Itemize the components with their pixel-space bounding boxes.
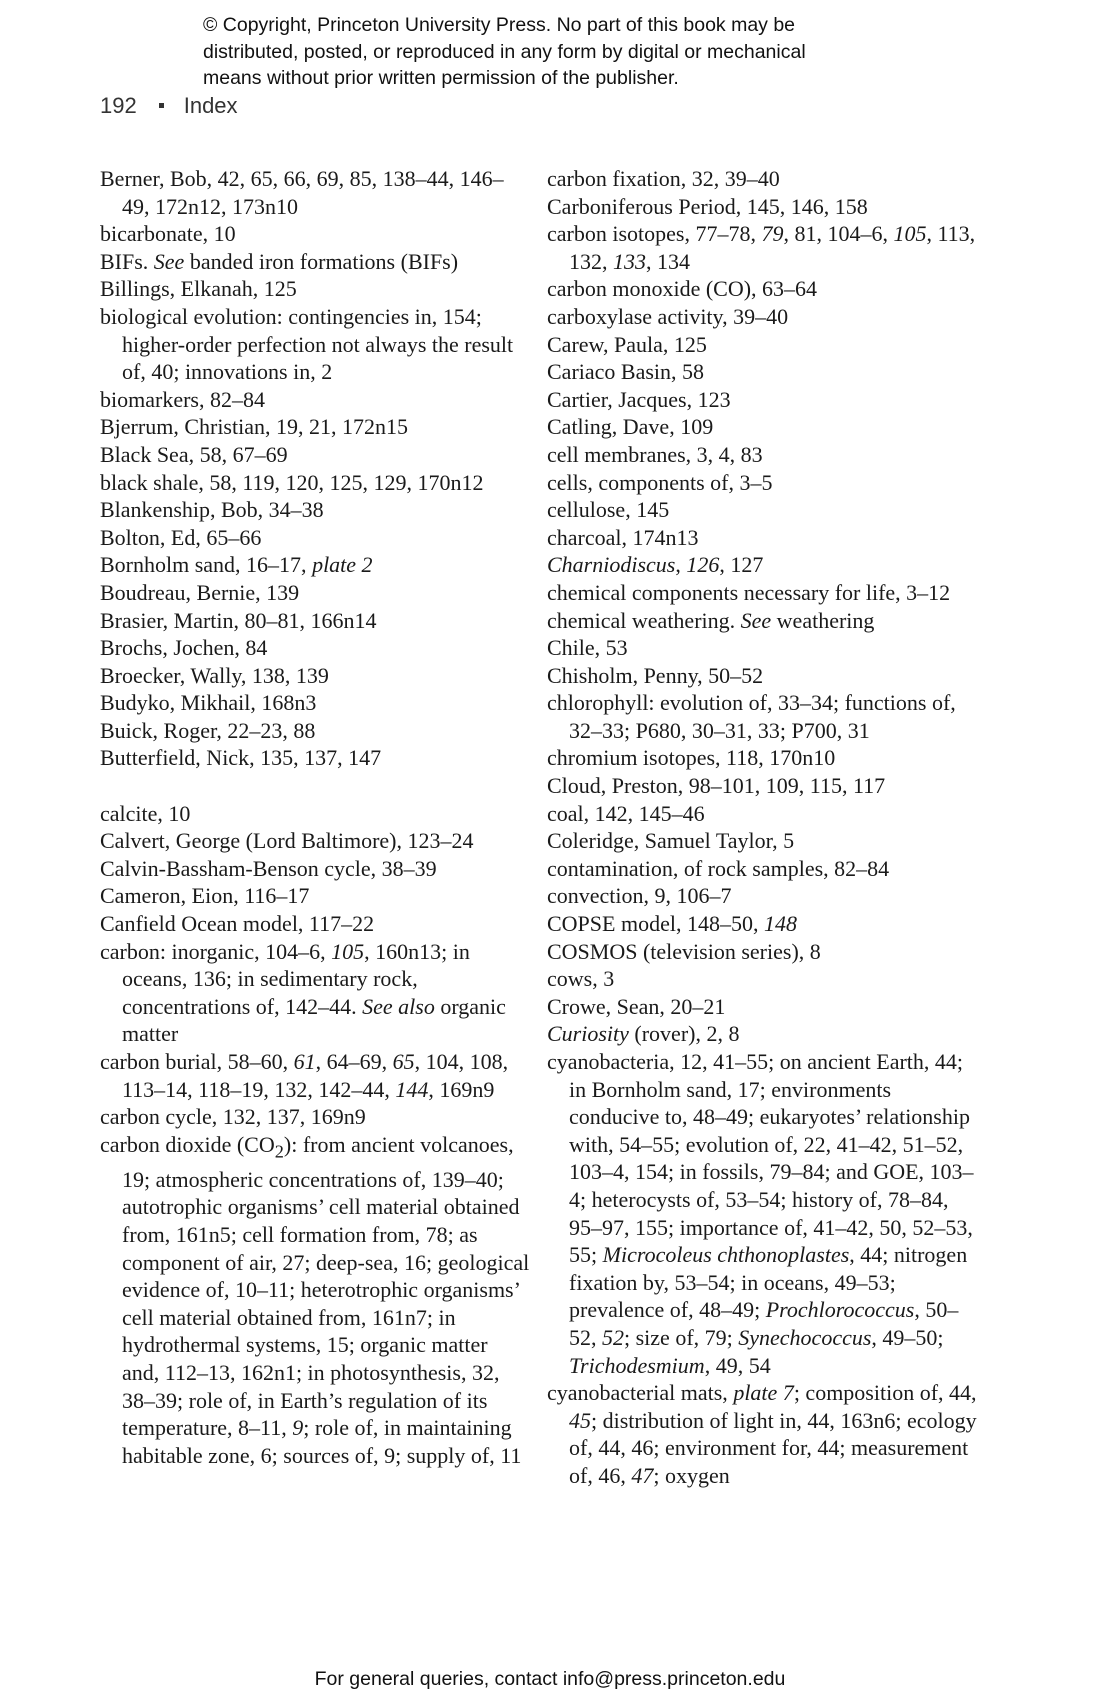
index-entry: biological evolution: contingencies in, 154; higher-order perfection not always the result of, 40; innovations in, 2	[100, 303, 514, 385]
index-entry: Cartier, Jacques, 123	[547, 386, 731, 412]
index-entry: calcite, 10	[100, 800, 191, 826]
index-entry: Calvert, George (Lord Baltimore), 123–24	[100, 828, 474, 854]
copyright-notice	[203, 12, 1003, 92]
index-entry: convection, 9, 106–7	[547, 883, 732, 909]
index-entry: Boudreau, Bernie, 139	[100, 579, 300, 605]
index-entry: Broecker, Wally, 138, 139	[100, 662, 329, 688]
index-entry: carbon dioxide $(CO_2)$: from ancient volcanoes, 19; atmospheric concentrations of, 139–40; autotrophic organisms’ cell material obtained from, 161n5; cell formation from, 78; as component of air, 27; deep-sea, 16; geological evidence of, 10–11; heterotrophic organisms’ cell material obtained from, 161n7; in hydrothermal systems, 15; organic matter and, 112–13, 162n1; in photosynthesis, 32, 38–39; role of, in Earth’s regulation of its temperature, 8–11, 9; role of, in maintaining habitable zone, 6; sources of, 9; supply of, 11	[100, 1131, 530, 1468]
index-entry: Cameron, Eion, 116–17	[100, 883, 310, 909]
letter-group-gap	[100, 772, 530, 800]
index-column-left	[100, 165, 530, 1469]
index-column-right	[547, 165, 977, 1490]
index-entry: carbon burial, 58–60, 61, 64–69, 65, 104, 108, 113–14, 118–19, 132, 142–44, 144, 169n9	[100, 1049, 509, 1102]
index-entry: carbon monoxide (CO), 63–64	[547, 276, 818, 302]
index-entry: Charniodiscus, 126, 127	[547, 552, 764, 578]
index-entry: cyanobacterial mats, plate 7; composition of, 44, 45; distribution of light in, 44, 163n6; ecology of, 44, 46; environment for, 44; measurement of, 46, 47; oxygen	[547, 1380, 977, 1488]
footer-contact: For general queries, contact info@press.princeton.edu	[314, 1668, 786, 1690]
index-entry: chlorophyll: evolution of, 33–34; functions of, 32–33; P680, 30–31, 33; P700, 31	[547, 690, 956, 743]
index-entry: Berner, Bob, 42, 65, 66, 69, 85, 138–44, 146–49, 172n12, 173n10	[100, 166, 504, 219]
index-entry: contamination, of rock samples, 82–84	[547, 855, 890, 881]
index-entry: cellulose, 145	[547, 497, 670, 523]
index-entry: cells, components of, 3–5	[547, 469, 773, 495]
index-entry: carbon: inorganic, 104–6, 105, 160n13; in oceans, 136; in sedimentary rock, concentrations of, 142–44. See also organic matter	[100, 938, 506, 1047]
copyright-line: means without prior written permission of the publisher.	[203, 67, 679, 89]
index-entry: cows, 3	[547, 966, 615, 992]
index-entry: Crowe, Sean, 20–21	[547, 993, 726, 1019]
index-entry: Butterfield, Nick, 135, 137, 147	[100, 745, 382, 771]
page-number: 192	[100, 93, 137, 118]
index-entry: Budyko, Mikhail, 168n3	[100, 690, 317, 716]
index-entry: Cariaco Basin, 58	[547, 359, 705, 385]
index-entry: Curiosity (rover), 2, 8	[547, 1021, 740, 1047]
index-entry: COPSE model, 148–50, 148	[547, 911, 797, 937]
index-entry: Black Sea, 58, 67–69	[100, 441, 288, 467]
index-entry: Coleridge, Samuel Taylor, 5	[547, 828, 795, 854]
index-entry: Chile, 53	[547, 635, 628, 661]
copyright-line: © Copyright, Princeton University Press. No part of this book may be	[203, 14, 796, 36]
index-entry: biomarkers, 82–84	[100, 386, 265, 412]
index-entry: chromium isotopes, 118, 170n10	[547, 745, 836, 771]
index-entry: black shale, 58, 119, 120, 125, 129, 170n12	[100, 469, 484, 495]
index-entry: Billings, Elkanah, 125	[100, 276, 297, 302]
index-entry: Bjerrum, Christian, 19, 21, 172n15	[100, 414, 408, 440]
index-entry: Brasier, Martin, 80–81, 166n14	[100, 607, 377, 633]
index-entry: chemical weathering. See weathering	[547, 607, 875, 633]
index-entry: Blankenship, Bob, 34–38	[100, 497, 324, 523]
index-entry: carboxylase activity, 39–40	[547, 303, 789, 329]
index-entry: Catling, Dave, 109	[547, 414, 714, 440]
index-entry: coal, 142, 145–46	[547, 800, 705, 826]
index-entry: charcoal, 174n13	[547, 524, 699, 550]
index-entry: carbon isotopes, 77–78, 79, 81, 104–6, 105, 113, 132, 133, 134	[547, 221, 976, 274]
index-entry: Cloud, Preston, 98–101, 109, 115, 117	[547, 773, 886, 799]
section-title: Index	[183, 93, 238, 118]
index-entry: Canfield Ocean model, 117–22	[100, 911, 375, 937]
index-entry: Calvin-Bassham-Benson cycle, 38–39	[100, 855, 437, 881]
index-entry: cyanobacteria, 12, 41–55; on ancient Earth, 44; in Bornholm sand, 17; environments conducive to, 48–49; eukaryotes’ relationship with, 54–55; evolution of, 22, 41–42, 51–52, 103–4, 154; in fossils, 79–84; and GOE, 103–4; heterocysts of, 53–54; history of, 78–84, 95–97, 155; importance of, 41–42, 50, 52–53, 55; Microcoleus chthonoplastes, 44; nitrogen fixation by, 53–54; in oceans, 49–53; prevalence of, 48–49; Prochlorococcus, 50–52, 52; size of, 79; Synechococcus, 49–50; Trichodesmium, 49, 54	[547, 1049, 974, 1378]
index-entry: Bolton, Ed, 65–66	[100, 524, 262, 550]
index-entry: Chisholm, Penny, 50–52	[547, 662, 764, 688]
running-head	[100, 93, 238, 119]
index-entry: cell membranes, 3, 4, 83	[547, 441, 763, 467]
copyright-line: distributed, posted, or reproduced in any form by digital or mechanical	[203, 40, 806, 63]
index-entry: COSMOS (television series), 8	[547, 938, 821, 964]
index-entry: bicarbonate, 10	[100, 221, 236, 247]
bullet-separator	[159, 103, 164, 108]
index-entry: carbon fixation, 32, 39–40	[547, 166, 780, 191]
index-entry: carbon cycle, 132, 137, 169n9	[100, 1104, 366, 1130]
index-entry: Carew, Paula, 125	[547, 331, 707, 357]
index-entry: chemical components necessary for life, 3–12	[547, 579, 951, 605]
index-entry: Carboniferous Period, 145, 146, 158	[547, 193, 868, 219]
index-entry: Brochs, Jochen, 84	[100, 635, 268, 661]
index-entry: Buick, Roger, 22–23, 88	[100, 717, 316, 743]
index-entry: Bornholm sand, 16–17, plate 2	[100, 552, 373, 578]
index-entry: BIFs. See banded iron formations (BIFs)	[100, 248, 459, 274]
